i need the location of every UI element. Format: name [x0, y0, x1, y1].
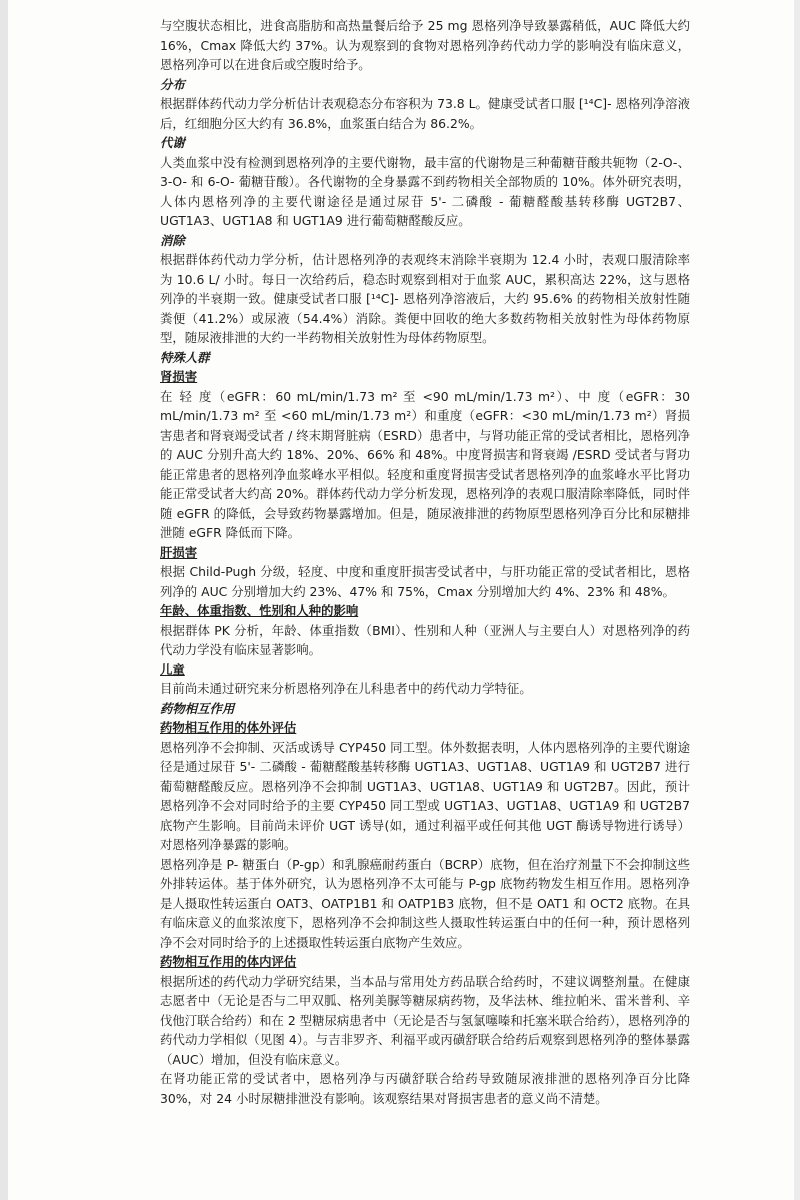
intro-paragraph: 与空腹状态相比，进食高脂肪和高热量餐后给予 25 mg 恩格列净导致暴露稍低，AUC 降低大约 16%，Cmax 降低大约 37%。认为观察到的食物对恩格列净药代动力学的影响没有临床意义，恩格列净可以在进食后或空腹时给予。: [160, 18, 690, 72]
page-shadow-left: [0, 0, 8, 1200]
metabolism-heading: 代谢: [160, 135, 185, 150]
age-bmi-gender-race-heading: 年龄、体重指数、性别和人种的影响: [160, 603, 359, 618]
page-shadow-right: [794, 0, 800, 1200]
hepatic-impairment-paragraph: 根据 Child-Pugh 分级，轻度、中度和重度肝损害受试者中，与肝功能正常的受试者相比，恩格列净的 AUC 分别增加大约 23%、47% 和 75%，Cmax 分别增加大约 4%、23% 和 48%。: [160, 564, 690, 599]
renal-impairment-heading: 肾损害: [160, 369, 198, 384]
distribution-heading: 分布: [160, 76, 185, 92]
elimination-heading: 消除: [160, 232, 185, 248]
metabolism-paragraph: 人类血浆中没有检测到恩格列净的主要代谢物，最丰富的代谢物是三种葡糖苷酸共轭物（2-O-、3-O- 和 6-O- 葡糖苷酸）。各代谢物的全身暴露不到药物相关全部物质的 10%。体外研究表明，人体内恩格列净的主要代谢途径是通过尿苷 5'- 二磷酸 - 葡糖醛酸基转移酶 UGT2B7、UGT1A3、UGT1A8 和 UGT1A9 进行葡萄糖醛酸反应。: [160, 154, 690, 228]
in-vivo-paragraph-1: 根据所述的药代动力学研究结果，当本品与常用处方药品联合给药时，不建议调整剂量。在健康志愿者中（无论是否与二甲双胍、格列美脲等糖尿病药物，及华法林、维拉帕米、雷米普利、辛伐他汀联合给药）和在 2 型糖尿病患者中（无论是否与氢氯噻嗪和托塞米联合给药），恩格列净的药代动力学相似（见图 4）。与吉非罗齐、利福平或丙磺舒联合给药后观察到恩格列净的整体暴露（AUC）增加，但没有临床意义。: [160, 973, 690, 1067]
pediatric-heading: 儿童: [160, 661, 185, 677]
pediatric-paragraph: 目前尚未通过研究来分析恩格列净在儿科患者中的药代动力学特征。: [160, 681, 532, 696]
in-vitro-paragraph-1: 恩格列净不会抑制、灭活或诱导 CYP450 同工型。体外数据表明，人体内恩格列净的主要代谢途径是通过尿苷 5'- 二磷酸 - 葡糖醛酸基转移酶 UGT1A3、UGT1A8、UGT1A9 和 UGT2B7 进行葡萄糖醛酸反应。恩格列净不会抑制 UGT1A3、UGT1A8、UGT1A9 和 UGT2B7。因此，预计恩格列净不会对同时给予的主要 CYP450 同工型或 UGT1A3、UGT1A8、UGT1A9 和 UGT2B7 底物产生影响。目前尚未评价 UGT 诱导(如，通过利福平或任何其他 UGT 酶诱导物进行诱导）对恩格列净暴露的影响。: [160, 739, 690, 852]
in-vitro-heading: 药物相互作用的体外评估: [160, 720, 297, 735]
renal-impairment-paragraph: 在 轻 度（eGFR：60 mL/min/1.73 m² 至 <90 mL/min/1.73 m²）、中 度（eGFR：30 mL/min/1.73 m² 至 <60 mL/min/1.73 m²）和重度（eGFR：<30 mL/min/1.73 m²）肾损害患者和肾衰竭受试者 / 终末期肾脏病（ESRD）患者中，与肾功能正常的受试者相比，恩格列净的 AUC 分别升高大约 18%、20%、66% 和 48%。中度肾损害和肾衰竭 /ESRD 受试者与肾功能正常患者的恩格列净血浆峰水平相似。轻度和重度肾损害受试者恩格列净的血浆峰水平比肾功能正常受试者大约高 20%。群体药代动力学分析发现，恩格列净的表观口服清除率降低，同时伴随 eGFR 的降低，会导致药物暴露增加。但是，随尿液排泄的药物原型恩格列净百分比和尿糖排泄随 eGFR 降低而下降。: [160, 388, 690, 540]
drug-interactions-heading: 药物相互作用: [160, 700, 235, 716]
document-body: [160, 16, 690, 1108]
elimination-paragraph: 根据群体药代动力学分析，估计恩格列净的表观终末消除半衰期为 12.4 小时，表观口服清除率为 10.6 L/ 小时。每日一次给药后，稳态时观察到相对于血浆 AUC，累积高达 22%，这与恩格列净的半衰期一致。健康受试者口服 [¹⁴C]- 恩格列净溶液后，大约 95.6% 的药物相关放射性随粪便（41.2%）或尿液（54.4%）消除。粪便中回收的绝大多数药物相关放射性为母体药物原型，随尿液排泄的大约一半药物相关放射性为母体药物原型。: [160, 252, 690, 345]
hepatic-impairment-heading: 肝损害: [160, 544, 198, 560]
in-vivo-paragraph-2: 在肾功能正常的受试者中，恩格列净与丙磺舒联合给药导致随尿液排泄的恩格列净百分比降 30%，对 24 小时尿糖排泄没有影响。该观察结果对肾损害患者的意义尚不清楚。: [160, 1071, 690, 1106]
in-vitro-paragraph-2: 恩格列净是 P- 糖蛋白（P-gp）和乳腺癌耐药蛋白（BCRP）底物，但在治疗剂量下不会抑制这些外排转运体。基于体外研究，认为恩格列净不太可能与 P-gp 底物药物发生相互作用。恩格列净是人摄取性转运蛋白 OAT3、OATP1B1 和 OATP1B3 底物，但不是 OAT1 和 OCT2 底物。在具有临床意义的血浆浓度下，恩格列净不会抑制这些人摄取性转运蛋白中的任何一种，预计恩格列净不会对同时给予的上述摄取性转运蛋白底物产生效应。: [160, 856, 690, 950]
special-populations-heading: 特殊人群: [160, 349, 210, 365]
distribution-paragraph: 根据群体药代动力学分析估计表观稳态分布容积为 73.8 L。健康受试者口服 [¹⁴C]- 恩格列净溶液后，红细胞分区大约有 36.8%，血浆蛋白结合为 86.2%。: [160, 96, 690, 131]
age-bmi-gender-race-paragraph: 根据群体 PK 分析，年龄、体重指数（BMI）、性别和人种（亚洲人与主要白人）对恩格列净的药代动力学没有临床显著影响。: [160, 622, 690, 657]
in-vivo-heading: 药物相互作用的体内评估: [160, 954, 297, 969]
